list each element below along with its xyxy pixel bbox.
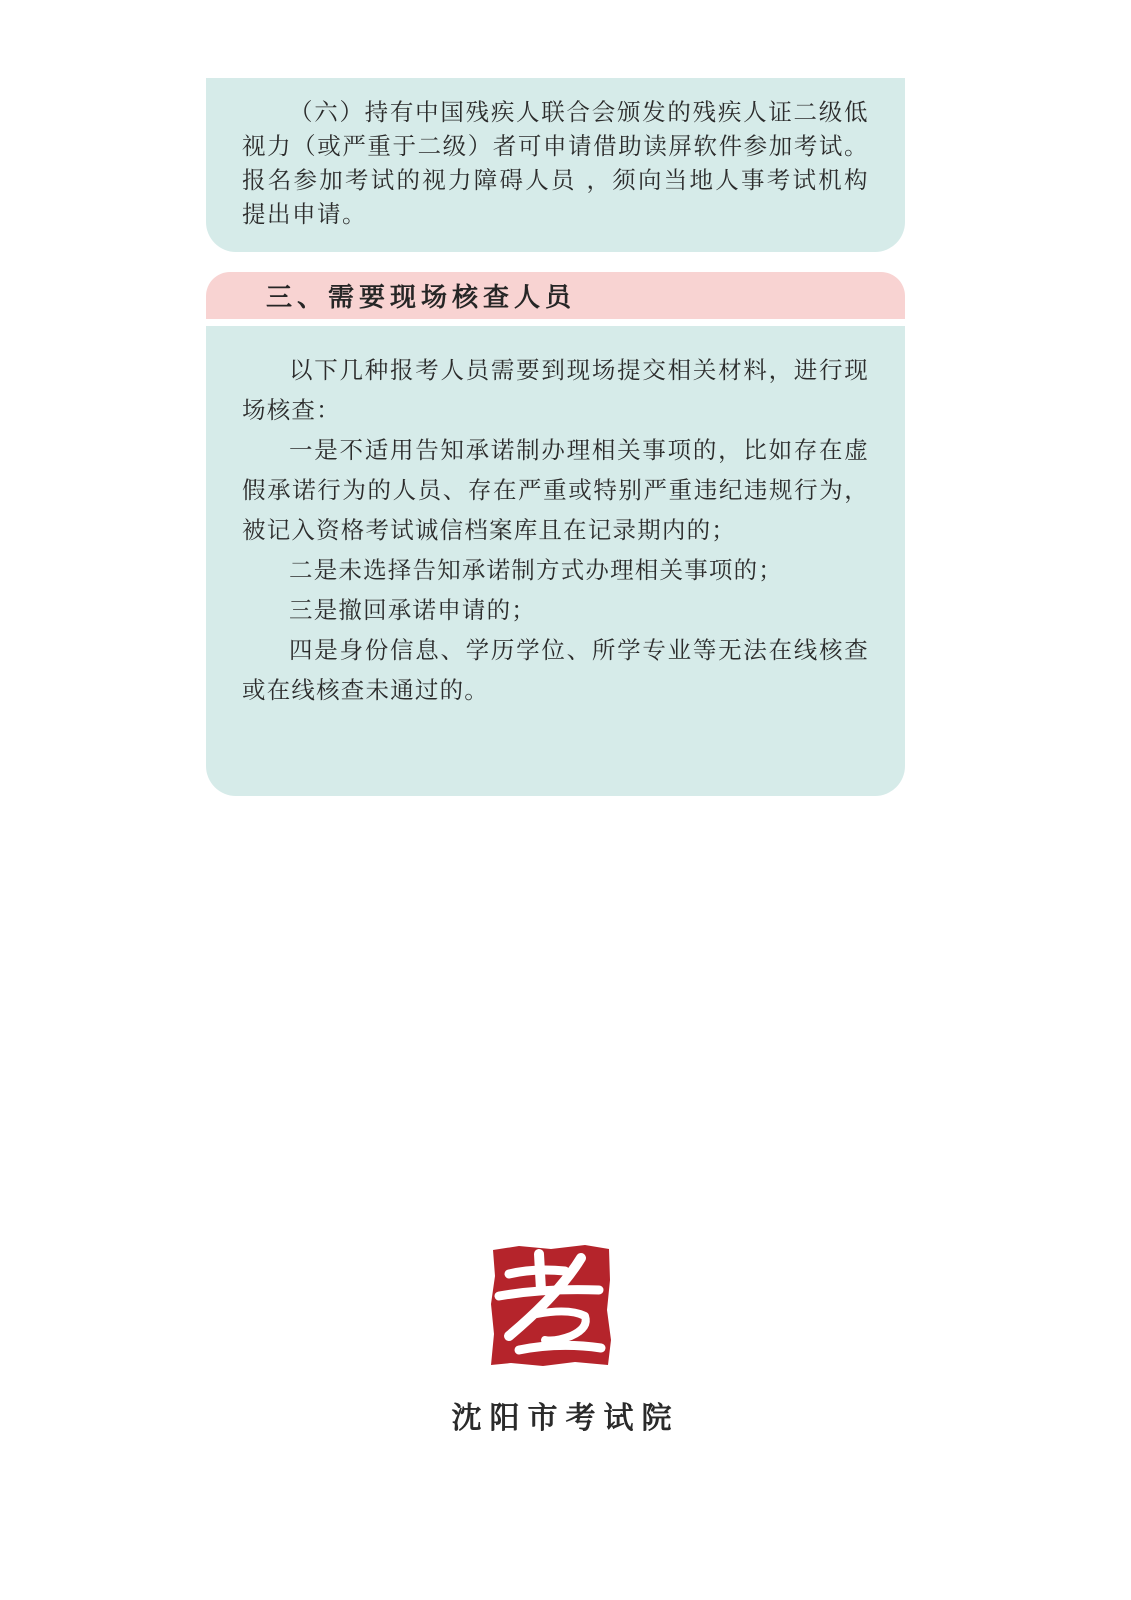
section-title: 三、需要现场核查人员: [266, 283, 577, 313]
list-item-1: 一是不适用告知承诺制办理相关事项的，比如存在虚假承诺行为的人员、存在严重或特别严重违纪违规行为，被记入资格考试诚信档案库且在记录期内的；: [242, 436, 869, 544]
info-panel-top: [206, 78, 905, 252]
seal-logo-icon: [489, 1244, 612, 1367]
section-intro-paragraph: 以下几种报考人员需要到现场提交相关材料，进行现场核查：: [242, 356, 869, 424]
list-item-3: 三是撤回承诺申请的；: [289, 596, 536, 624]
list-item-2: 二是未选择告知承诺制方式办理相关事项的；: [289, 556, 783, 584]
list-item-4: 四是身份信息、学历学位、所学专业等无法在线核查或在线核查未通过的。: [242, 636, 869, 704]
section-header: [206, 272, 905, 319]
paragraph-six: （六）持有中国残疾人联合会颁发的残疾人证二级低视力（或严重于二级）者可申请借助读屏软件参加考试。报名参加考试的视力障碍人员 ，须向当地人事考试机构提出申请。: [242, 98, 869, 228]
info-panel-section3: [206, 326, 905, 796]
organization-name: 沈阳市考试院: [451, 1401, 680, 1436]
